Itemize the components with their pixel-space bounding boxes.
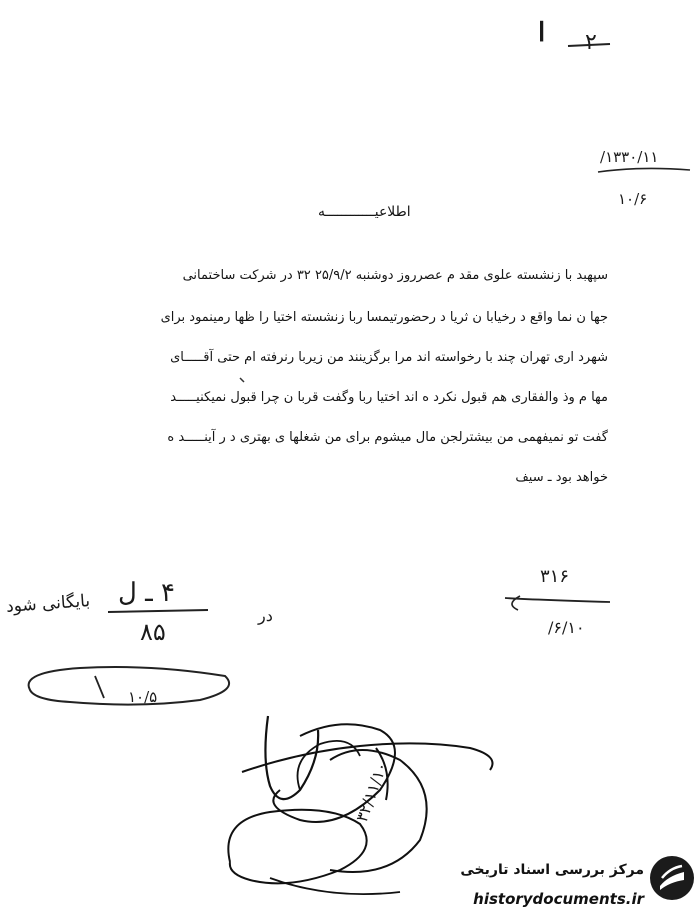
body-line: خواهد بود ـ سیف [515, 470, 608, 485]
reference-date: ۱۰/۶ [618, 190, 648, 208]
top-mark: ا [538, 18, 546, 48]
archive-logo [418, 852, 700, 920]
body-line: گفت تو نمیفهمی من بیشترلجن مال میشوم برای من شغلها ی بهتری د ر آینـــــد ه [167, 430, 608, 445]
signature-date: ۳۲/۱۱/۱۰ [352, 759, 392, 825]
logo-url: historydocuments.ir [473, 890, 644, 908]
body-line: جها ن نما واقع د رخیابا ن ثریا د رحضورتیمسا ربا زنشسته اختیا را ظها رمینمود برای [160, 310, 608, 325]
reference-number: ۱۳۳۰/۱۱/ [600, 148, 659, 166]
right-date: ۶/۱۰/ [548, 618, 585, 637]
body-line: شهرد اری تهران چند با رخواسته اند مرا برگزینند من زیربا رنرفته ام حتی آقـــــای [170, 350, 608, 365]
body-line: مها م وذ والفقاری هم قبول نکرد ه اند اختیا ربا وگفت قربا ن چرا قبول نمیکنیـــــد [170, 390, 608, 405]
logo-title: مرکز بررسی اسناد تاریخی [460, 862, 644, 878]
right-number: ۳۱۶ [540, 566, 570, 587]
fraction-bottom: ۸۵ [140, 618, 166, 646]
archive-note: بایگانی شود [5, 591, 91, 617]
page-number: ۲ [585, 30, 597, 55]
body-line: سپهبد با زنشسته علوی مقد م عصرروز دوشنبه ۲۵/۹/۲ ۳۲ در شرکت ساختمانی [182, 268, 608, 283]
left-date: ۱۰/۵ [128, 688, 158, 706]
dar-note: در [258, 606, 273, 625]
fraction-top: ۴ ـ ل [118, 578, 176, 608]
book-icon [650, 856, 694, 900]
document-heading: اطلاعیــــــــــــه [318, 204, 411, 220]
